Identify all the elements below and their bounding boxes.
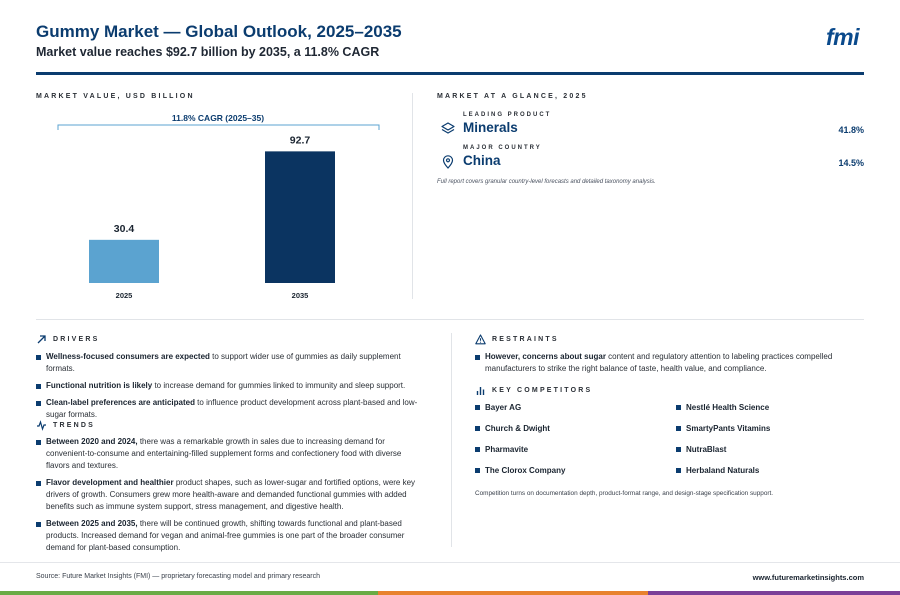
header-rule <box>36 72 864 75</box>
bar-chart-icon <box>475 385 486 396</box>
footer-color-bar-orange <box>378 591 648 595</box>
leading-product-value: Minerals <box>463 120 518 135</box>
drivers-list <box>36 351 424 426</box>
vertical-divider-lower <box>451 333 452 547</box>
competitor-item: SmartyPants Vitamins <box>676 424 770 433</box>
driver-item: Clean-label preferences are anticipated to influence product development across plant-based and low-sugar formats. <box>36 397 424 421</box>
trends-label: TRENDS <box>53 422 95 429</box>
leading-product-label: LEADING PRODUCT <box>463 112 552 118</box>
fmi-logo[interactable]: fmi <box>826 24 859 50</box>
website-link[interactable]: www.futuremarketinsights.com <box>752 573 864 582</box>
major-country-value: China <box>463 153 501 168</box>
competitor-item: NutraBlast <box>676 445 726 454</box>
trend-item: Between 2020 and 2024, there was a remarkable growth in sales due to increasing demand for convenient-to-consume and entertaining-filled supplement forms and confectionery food with diverse flavors and textures. <box>36 436 424 472</box>
bar-2025 <box>89 240 159 283</box>
competitors-header <box>475 385 592 396</box>
cagr-bracket <box>58 125 379 130</box>
arrow-up-right-icon <box>36 334 47 345</box>
competitor-item: Nestlé Health Science <box>676 403 769 412</box>
market-value-chart <box>36 108 396 308</box>
page-title: Gummy Market — Global Outlook, 2025–2035 <box>36 22 402 41</box>
driver-item: Wellness-focused consumers are expected to support wider use of gummies as daily supplement formats. <box>36 351 424 375</box>
bar-value-label: 92.7 <box>289 134 311 147</box>
trends-list <box>36 436 424 559</box>
major-country-share: 14.5% <box>838 158 864 168</box>
trend-item: Flavor development and healthier product shapes, such as lower-sugar and fortified options, were key drivers of growth. Consumers grew more health-aware and demanded functional gummies with added benefits such as immune system support, stress management, and digestive health. <box>36 477 424 513</box>
trends-header <box>36 420 95 431</box>
major-country-label: MAJOR COUNTRY <box>463 145 542 151</box>
restraint-item: However, concerns about sugar content and regulatory attention to labeling practices compelled manufacturers to strike the right balance of taste, health value, and compliance. <box>475 351 855 375</box>
page-subtitle: Market value reaches $92.7 billion by 2035, a 11.8% CAGR <box>36 45 380 59</box>
leading-product-share: 41.8% <box>838 125 864 135</box>
footer-rule <box>0 562 900 563</box>
trend-line-icon <box>36 420 47 431</box>
restraints-label: RESTRAINTS <box>492 336 559 343</box>
competitor-item: The Clorox Company <box>475 466 565 475</box>
layers-icon <box>441 122 455 136</box>
bar-2035 <box>265 151 335 283</box>
warning-icon <box>475 334 486 345</box>
horizontal-divider <box>36 319 864 320</box>
competitors-label: KEY COMPETITORS <box>492 387 593 394</box>
competitor-item: Church & Dwight <box>475 424 550 433</box>
restraints-header <box>475 334 559 345</box>
footer-color-bar-purple <box>648 591 900 595</box>
cagr-annotation: 11.8% CAGR (2025–35) <box>171 113 265 123</box>
x-tick-label: 2025 <box>115 291 133 300</box>
x-tick-label: 2035 <box>291 291 309 300</box>
footer-color-bar-green <box>0 591 378 595</box>
trend-item: Between 2025 and 2035, there will be continued growth, shifting towards functional and plant-based products. Increased demand for vegan and animal-free gummies is one part of the broader consumer demand for plant-based consumption. <box>36 518 424 554</box>
glance-section-label: MARKET AT A GLANCE, 2025 <box>437 93 588 100</box>
competitors-note: Competition turns on documentation depth, product-format range, and design-stage specification support. <box>475 490 774 497</box>
source-note: Source: Future Market Insights (FMI) — proprietary forecasting model and primary research <box>36 573 320 580</box>
competitor-item: Herbaland Naturals <box>676 466 759 475</box>
vertical-divider <box>412 93 413 299</box>
competitor-item: Pharmavite <box>475 445 528 454</box>
chart-section-label: MARKET VALUE, USD BILLION <box>36 93 195 100</box>
location-pin-icon <box>441 155 455 169</box>
restraints-list <box>475 351 855 380</box>
driver-item: Functional nutrition is likely to increase demand for gummies linked to immunity and sleep support. <box>36 380 424 392</box>
drivers-header <box>36 334 100 345</box>
bar-value-label: 30.4 <box>113 222 135 235</box>
glance-note: Full report covers granular country-level forecasts and detailed taxonomy analysis. <box>437 179 656 185</box>
drivers-label: DRIVERS <box>53 336 100 343</box>
competitor-item: Bayer AG <box>475 403 521 412</box>
